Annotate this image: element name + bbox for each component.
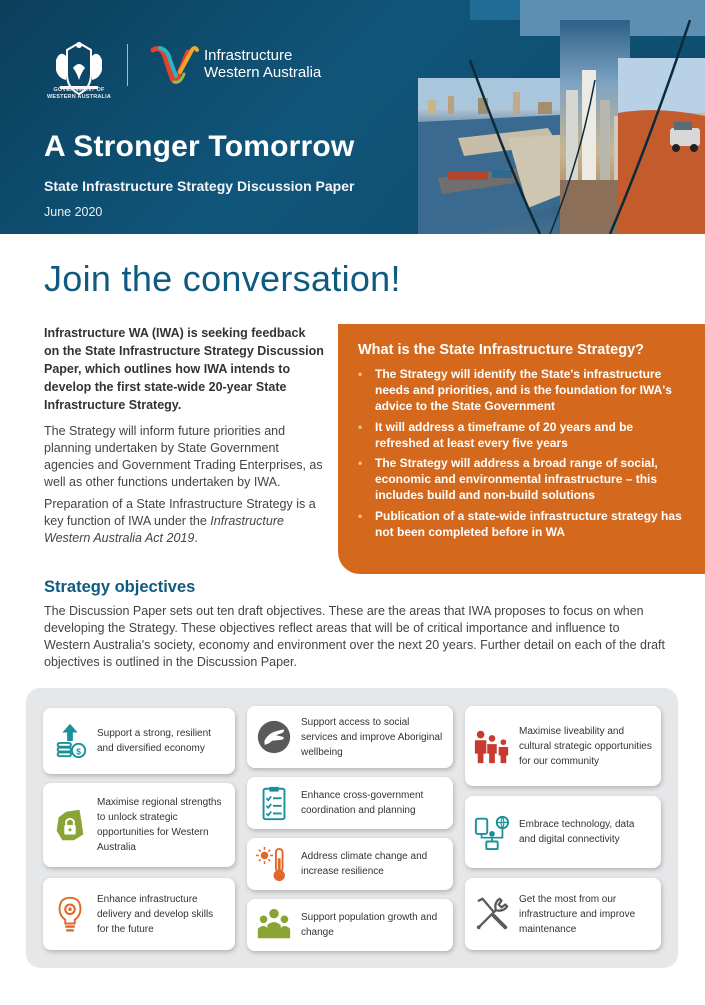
intro-lead-paragraph: Infrastructure WA (IWA) is seeking feedback on the State Infrastructure Strategy Discussion Paper, which outlines how IWA intends to develop the first state-wide 20-year State Infrastructure Strategy. (44, 326, 324, 412)
publication-date: June 2020 (44, 205, 103, 219)
strategy-info-box (338, 324, 705, 574)
hand-icon (247, 706, 301, 768)
join-heading: Join the conversation! (44, 258, 401, 299)
objective-label: Enhance cross-government coordination and planning (301, 790, 424, 816)
page-title: A Stronger Tomorrow (44, 130, 355, 163)
strategy-box-title: What is the State Infrastructure Strategy? (358, 342, 645, 358)
objective-label: Support population growth and change (301, 912, 438, 938)
objective-label: Support a strong, resilient and diversified economy (97, 728, 211, 754)
objectives-description: The Discussion Paper sets out ten draft objectives. These are the areas that IWA proposes to focus on when developing the Strategy. These objectives reflect areas that will be of critical importance and influence to Western Australia's society, economy and environment over the next 20 years. Further detail on each of the draft objectives is outlined in the Discussion Paper. (44, 604, 666, 669)
objective-card-climate (247, 838, 453, 890)
wa-map-lock-icon (43, 783, 97, 867)
objective-card-maintenance (465, 878, 661, 950)
list-item-text: The Strategy will identify the State's infrastructure needs and priorities, and is the foundation for IWA's advice to the State Government (375, 367, 672, 414)
objective-card-coordination (247, 777, 453, 829)
iwa-logo-icon (150, 44, 200, 86)
objectives-heading: Strategy objectives (44, 578, 196, 596)
list-item (358, 455, 683, 504)
list-item (358, 508, 683, 540)
svg-text:$: $ (76, 746, 81, 757)
people-group-icon (247, 899, 301, 951)
clipboard-checklist-icon (247, 777, 301, 829)
list-item-text: It will address a timeframe of 20 years and be refreshed at least every five years (375, 419, 634, 450)
objective-label: Address climate change and increase resilience (301, 851, 428, 877)
strategy-bullet-list (358, 366, 683, 540)
act-text-suffix: . (194, 531, 198, 545)
organisation-name-line1: Infrastructure (204, 47, 293, 64)
objective-card-technology (465, 796, 661, 868)
logo-divider (127, 44, 128, 86)
objective-label: Embrace technology, data and digital connectivity (519, 819, 635, 845)
thermometer-sun-icon (247, 838, 301, 890)
objective-card-economy (43, 708, 235, 774)
objective-label: Maximise regional strengths to unlock strategic opportunities for Western Australia (97, 797, 222, 853)
digital-network-icon (465, 796, 519, 868)
objective-card-regional (43, 783, 235, 867)
objective-card-liveability (465, 706, 661, 786)
intro-paragraph-act (44, 496, 329, 547)
bullet-icon: • (358, 367, 363, 381)
objective-card-population (247, 899, 453, 951)
objectives-panel (26, 688, 678, 968)
objective-label: Enhance infrastructure delivery and develop skills for the future (97, 893, 214, 935)
objective-label: Get the most from our infrastructure and improve maintenance (519, 893, 636, 935)
list-item-text: Publication of a state-wide infrastructure strategy has not been completed before in WA (375, 508, 682, 539)
bullet-icon: • (358, 456, 363, 471)
act-text-prefix: Preparation of a State Infrastructure Strategy is a key function of IWA under the (44, 497, 316, 528)
objective-label: Maximise liveability and cultural strategic opportunities for our community (519, 725, 652, 767)
tools-icon (465, 878, 519, 950)
crest-caption: GOVERNMENT OF WESTERN AUSTRALIA (47, 87, 111, 100)
list-item (358, 366, 683, 415)
list-item-text: The Strategy will address a broad range of social, economic and environmental infrastructure – this includes build and non-build solutions (375, 456, 658, 503)
port-photo (418, 78, 578, 234)
objective-card-delivery (43, 878, 235, 950)
intro-paragraph: The Strategy will inform future priorities and planning undertaken by State Government agencies and Government Trading Enterprises, as well as other functions undertaken by IWA. (44, 424, 323, 489)
act-name: Infrastructure Western Australia Act 2019 (44, 514, 284, 545)
economy-growth-icon (43, 708, 97, 774)
outback-photo (618, 58, 705, 234)
family-icon (465, 706, 519, 786)
objective-label: Support access to social services and improve Aboriginal wellbeing (301, 716, 443, 758)
list-item (358, 419, 683, 451)
lightbulb-gear-icon (43, 878, 97, 950)
bullet-icon: • (358, 419, 363, 434)
header-banner (0, 0, 705, 234)
organisation-name (204, 47, 321, 81)
objective-card-social (247, 706, 453, 768)
organisation-name-line2: Western Australia (204, 64, 322, 81)
bullet-icon: • (358, 508, 363, 523)
page-subtitle: State Infrastructure Strategy Discussion Paper (44, 178, 355, 194)
